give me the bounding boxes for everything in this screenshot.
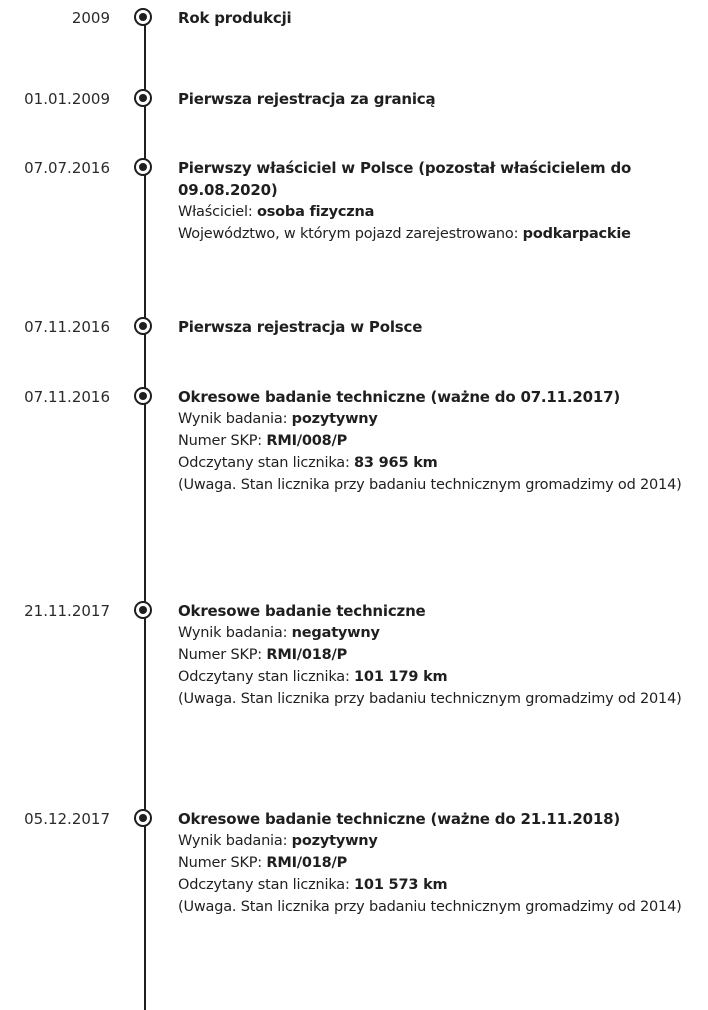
odometer-note: (Uwaga. Stan licznika przy badaniu technicznym gromadzimy od 2014) [178, 477, 682, 493]
registration-voivodeship-line [178, 223, 706, 245]
event-title: Okresowe badanie techniczne [178, 602, 426, 620]
timeline-marker-icon [134, 809, 152, 827]
event-title: Rok produkcji [178, 9, 292, 27]
odometer-reading-line [178, 874, 706, 896]
detail-value: negatywny [291, 625, 380, 641]
odometer-reading-line [178, 666, 706, 688]
detail-value: pozytywny [291, 833, 378, 849]
detail-value: osoba fizyczna [256, 204, 375, 220]
detail-label: Numer SKP: [178, 433, 267, 449]
detail-label: Wynik badania: [178, 411, 292, 427]
inspection-result-line [178, 408, 706, 430]
event-title: Pierwszy właściciel w Polsce (pozostał właścicielem do 09.08.2020) [178, 159, 632, 199]
detail-label: Odczytany stan licznika: [178, 455, 355, 471]
detail-value: RMI/018/P [266, 647, 348, 663]
event-body [178, 316, 706, 338]
detail-label: Odczytany stan licznika: [178, 669, 355, 685]
event-date: 07.07.2016 [24, 159, 110, 177]
detail-value: podkarpackie [522, 226, 631, 242]
event-title: Okresowe badanie techniczne (ważne do 07.11.2017) [178, 388, 621, 406]
skp-number-line [178, 430, 706, 452]
event-date: 21.11.2017 [24, 602, 110, 620]
detail-value: 101 573 km [354, 877, 448, 893]
event-body [178, 600, 706, 710]
timeline-marker-icon [134, 387, 152, 405]
event-date: 01.01.2009 [24, 90, 110, 108]
odometer-note: (Uwaga. Stan licznika przy badaniu technicznym gromadzimy od 2014) [178, 691, 682, 707]
event-date: 07.11.2016 [24, 388, 110, 406]
detail-label: Wynik badania: [178, 625, 292, 641]
detail-label: Numer SKP: [178, 855, 267, 871]
detail-label: Numer SKP: [178, 647, 267, 663]
event-date: 2009 [71, 9, 110, 27]
event-date: 05.12.2017 [24, 810, 110, 828]
event-date: 07.11.2016 [24, 318, 110, 336]
event-body [178, 808, 706, 918]
timeline-marker-icon [134, 8, 152, 26]
event-body [178, 386, 706, 496]
detail-value: RMI/008/P [266, 433, 348, 449]
event-body [178, 88, 706, 110]
skp-number-line [178, 852, 706, 874]
detail-value: pozytywny [291, 411, 378, 427]
timeline-marker-icon [134, 601, 152, 619]
odometer-reading-line [178, 452, 706, 474]
timeline-marker-icon [134, 317, 152, 335]
detail-value: 101 179 km [354, 669, 448, 685]
detail-value: 83 965 km [354, 455, 438, 471]
detail-label: Wynik badania: [178, 833, 292, 849]
detail-label: Właściciel: [178, 204, 257, 220]
event-body [178, 7, 706, 29]
event-title: Pierwsza rejestracja za granicą [178, 90, 436, 108]
inspection-result-line [178, 622, 706, 644]
event-title: Okresowe badanie techniczne (ważne do 21.11.2018) [178, 810, 621, 828]
timeline-marker-icon [134, 158, 152, 176]
inspection-result-line [178, 830, 706, 852]
detail-label: Województwo, w którym pojazd zarejestrowano: [178, 226, 523, 242]
event-title: Pierwsza rejestracja w Polsce [178, 318, 423, 336]
detail-label: Odczytany stan licznika: [178, 877, 355, 893]
detail-value: RMI/018/P [266, 855, 348, 871]
owner-type-line [178, 201, 706, 223]
skp-number-line [178, 644, 706, 666]
odometer-note: (Uwaga. Stan licznika przy badaniu technicznym gromadzimy od 2014) [178, 899, 682, 915]
event-body [178, 157, 706, 245]
timeline-marker-icon [134, 89, 152, 107]
